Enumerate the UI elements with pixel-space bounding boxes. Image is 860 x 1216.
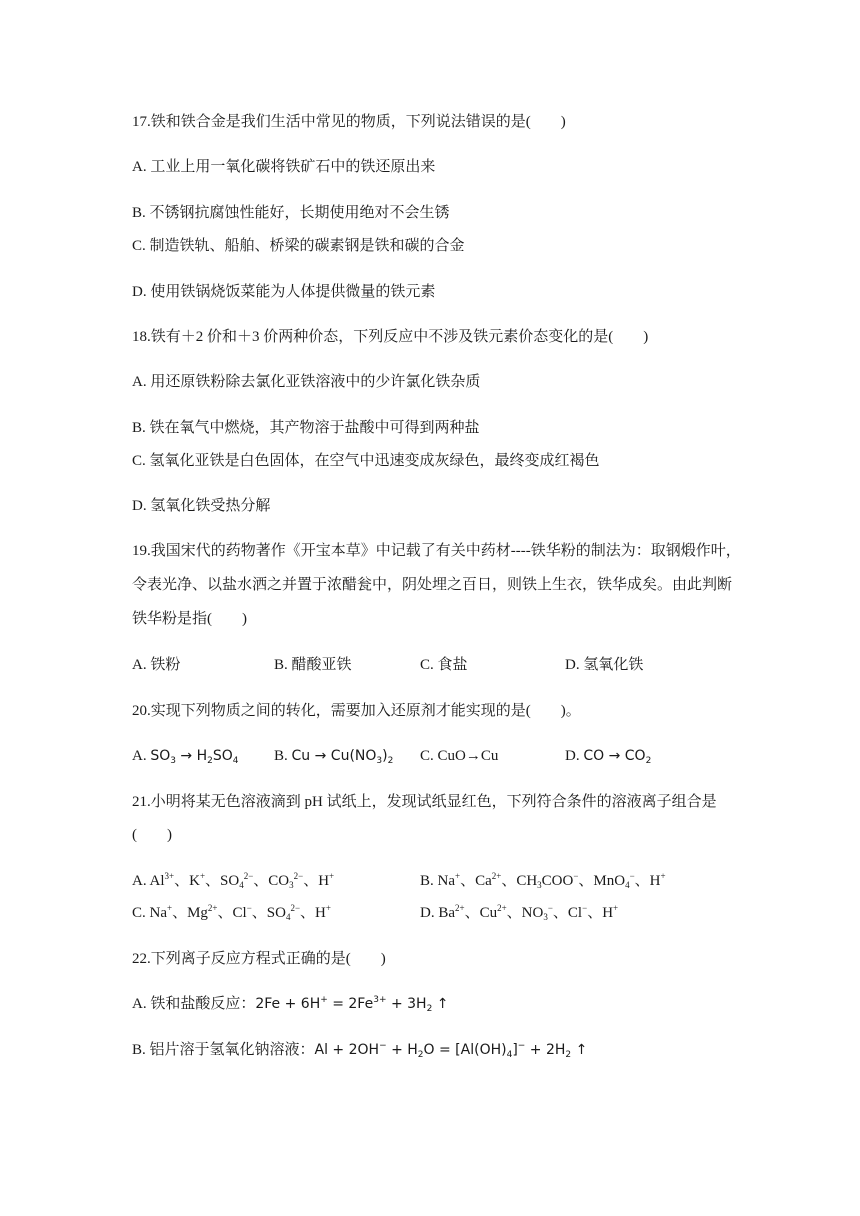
question-19-stem-line2: 令表光净、以盐水洒之并置于浓醋瓮中，阴处埋之百日，则铁上生衣，铁华成矣。由此判断 [132, 577, 733, 593]
question-20-option-b: B. $Cu \to Cu(NO_3)_2$ [274, 748, 394, 766]
question-19-option-d: D. 氢氧化铁 [565, 657, 644, 673]
question-21-option-d: D. $Ba^{2+}$、$Cu^{2+}$、$NO_3^-$、Cl−、H+ [420, 903, 619, 922]
question-20-option-d: D. CO → $CO_2$ [565, 748, 652, 766]
question-19-stem-line3: 铁华粉是指( ) [132, 611, 247, 627]
question-19-option-b: B. 醋酸亚铁 [274, 657, 352, 673]
question-18-option-a: A. 用还原铁粉除去氯化亚铁溶液中的少许氯化铁杂质 [132, 374, 481, 390]
question-19-option-c: C. 食盐 [420, 657, 468, 673]
question-17-option-b: B. 不锈钢抗腐蚀性能好，长期使用绝对不会生锈 [132, 205, 450, 221]
question-17-option-a: A. 工业上用一氧化碳将铁矿石中的铁还原出来 [132, 159, 436, 175]
question-21-stem-line1: 21.小明将某无色溶液滴到 pH 试纸上，发现试纸显红色，下列符合条件的溶液离子组合是 [132, 794, 717, 810]
question-19-stem-line1: 19.我国宋代的药物著作《开宝本草》中记载了有关中药材----铁华粉的制法为：取钢煅作叶， [132, 543, 741, 559]
question-20-option-c: C. CuO→Cu [420, 748, 499, 764]
question-19-option-a: A. 铁粉 [132, 657, 181, 673]
question-20-stem: 20.实现下列物质之间的转化，需要加入还原剂才能实现的是( )。 [132, 703, 581, 719]
question-17-option-d: D. 使用铁锅烧饭菜能为人体提供微量的铁元素 [132, 284, 436, 300]
question-22-stem: 22.下列离子反应方程式正确的是( ) [132, 951, 386, 967]
question-18-option-b: B. 铁在氧气中燃烧，其产物溶于盐酸中可得到两种盐 [132, 420, 480, 436]
question-18-option-d: D. 氢氧化铁受热分解 [132, 498, 271, 514]
question-22-option-b: B. 铝片溶于氢氧化钠溶液：$Al + 2OH^- + H_2O = [Al(OH)_4]^- + 2H_2$ ↑ [132, 1041, 588, 1060]
question-22-option-a: A. 铁和盐酸反应：$2Fe + 6H^+ = 2Fe^{3+} + 3H_2$ ↑ [132, 995, 449, 1014]
question-18-option-c: C. 氢氧化亚铁是白色固体，在空气中迅速变成灰绿色，最终变成红褐色 [132, 453, 600, 469]
question-18-stem: 18.铁有＋2 价和＋3 价两种价态，下列反应中不涉及铁元素价态变化的是( ) [132, 329, 649, 345]
question-17-stem: 17.铁和铁合金是我们生活中常见的物质，下列说法错误的是( ) [132, 114, 566, 130]
question-21-option-b: B. Na+、$Ca^{2+}$、$CH_3COO^-$、MnO$_4$−、H+ [420, 871, 666, 890]
question-21-stem-line2: ( ) [132, 827, 172, 843]
question-21-option-a: A. $Al^{3+}$、K+、$SO_4^{2-}$、$CO_3^{2-}$、H+ [132, 871, 335, 890]
question-20-option-a: A. $SO_3 \to H_2SO_4$ [132, 748, 239, 766]
question-21-option-c: C. Na+、$Mg^{2+}$、Cl−、$SO_4^{2-}$、H+ [132, 903, 331, 922]
question-17-option-c: C. 制造铁轨、船舶、桥梁的碳素钢是铁和碳的合金 [132, 238, 465, 254]
